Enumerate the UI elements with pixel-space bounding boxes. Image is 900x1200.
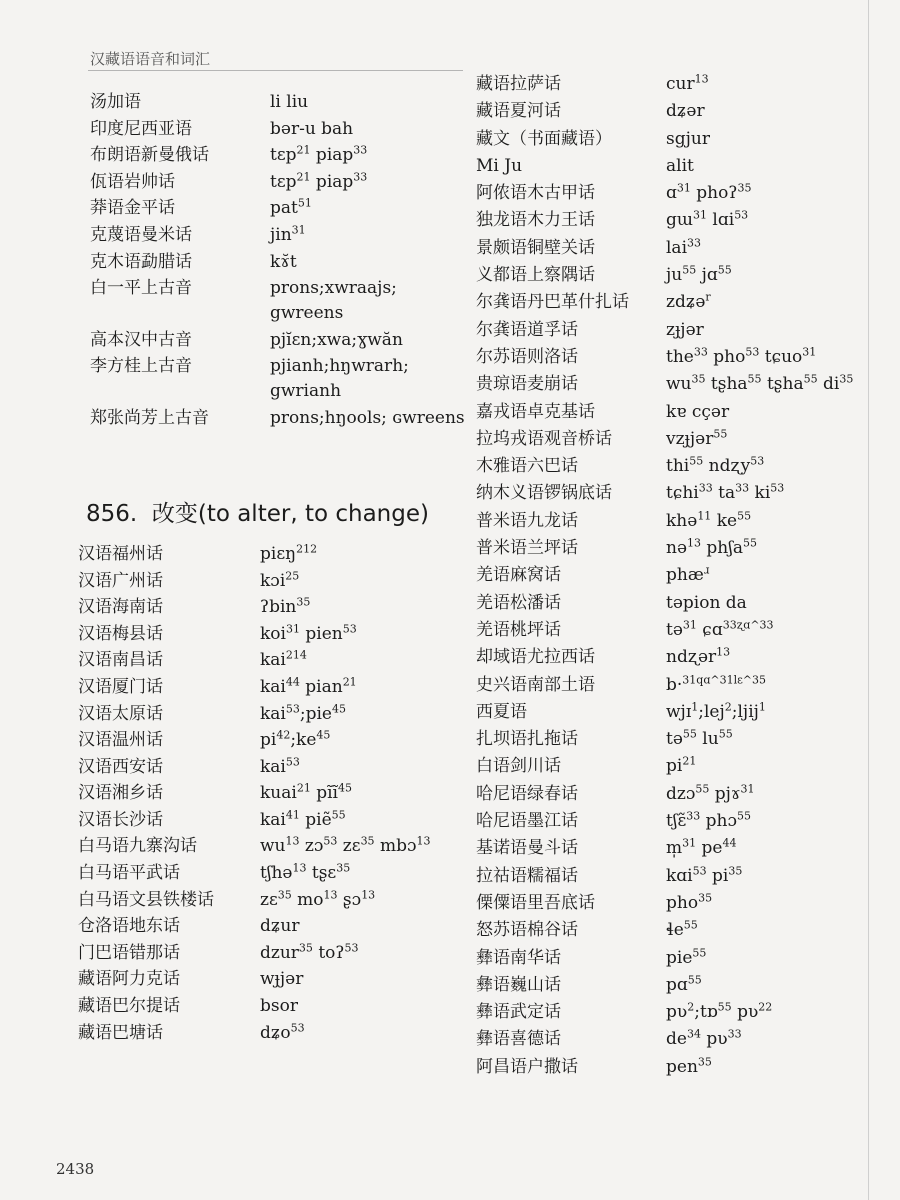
word-form: the$^{33}$ pho$^{53}$ tɕuo$^{31}$ [666, 345, 817, 367]
language-name: 藏语巴塘话 [78, 1022, 163, 1043]
word-form: tʃhə$^{13}$ tʂɛ$^{35}$ [260, 861, 351, 884]
entry-row [476, 72, 866, 97]
language-name: 白马语九寨沟话 [78, 836, 197, 857]
entry-row [476, 891, 866, 916]
word-form: dʑər [666, 101, 705, 122]
language-name: 哈尼语墨江话 [476, 811, 578, 832]
word-form: m̩$^{31}$ $pe^{44}$ [666, 836, 737, 859]
word-form: kuai$^{21}$ pĩĩ$^{45}$ [260, 781, 352, 804]
header-rule [88, 70, 463, 71]
entry-row [476, 782, 866, 807]
language-name: 尔龚语道孚话 [476, 319, 578, 340]
word-form: kai$^{214}$ [260, 648, 307, 671]
word-form: pʋ$^2$;tɒ$^{55}$ pʋ$^{22}$ [666, 1000, 773, 1023]
word-form: kai$^{41}$ piẽ$^{55}$ [260, 808, 346, 830]
language-name: 阿昌语户撒话 [476, 1056, 578, 1077]
language-name: 基诺语曼斗话 [476, 838, 578, 859]
word-form: khə$^{11}$ $ke^{55}$ [666, 509, 752, 531]
word-form: tə$^{55}$ $lu^{55}$ [666, 727, 733, 750]
word-form: kɑi$^{53}$ $pi^{35}$ [666, 863, 743, 886]
entry-row [476, 427, 866, 452]
word-form: li liu [270, 92, 309, 112]
language-name: 义都语上察隅话 [476, 265, 595, 286]
word-form: thi$^{55}$ ndʐy$^{53}$ [666, 454, 765, 477]
language-name: 藏语拉萨话 [476, 74, 561, 94]
language-name: 汉语海南话 [78, 597, 163, 618]
word-form: kai$^{53}$ [260, 755, 300, 777]
word-form: dzur$^{35}$ toʔ$^{53}$ [260, 941, 359, 963]
language-name: 藏语巴尔提话 [78, 996, 180, 1017]
word-form: kai$^{44}$ pian$^{21}$ [260, 675, 357, 697]
entry-row [476, 918, 866, 943]
language-name: 汉语长沙话 [78, 809, 163, 830]
language-name: 却域语尤拉西话 [476, 647, 595, 668]
language-name: 拉祜语糯福话 [476, 865, 578, 886]
entry-row [476, 400, 866, 425]
entry-row [72, 834, 467, 859]
word-form: cur$^{13}$ [666, 72, 709, 94]
word-form: dʑo$^{53}$ [260, 1020, 305, 1043]
language-name: 克蔑语曼米话 [90, 224, 192, 245]
word-form: sgjur [666, 128, 710, 149]
entry-row [72, 223, 467, 248]
language-name: 汉语福州话 [78, 543, 163, 564]
word-form: ʔbin$^{35}$ [260, 595, 311, 618]
entry-row [476, 809, 866, 834]
language-name: 印度尼西亚语 [90, 118, 192, 139]
entry-856-list-left [72, 542, 467, 1046]
entry-row [476, 181, 866, 206]
entry-row [72, 250, 467, 275]
language-name: 汉语西安话 [78, 756, 163, 777]
entry-row [72, 861, 467, 886]
entry-row [72, 143, 467, 168]
entry-row [476, 754, 866, 779]
word-form: jin$^{31}$ [270, 223, 306, 245]
word-form: ɑ$^{31}$ phoʔ$^{35}$ [666, 181, 752, 204]
word-form: tɛp$^{21}$ piap$^{33}$ [270, 143, 368, 166]
word-form: $pi^{42};ke^{45}$ [260, 728, 331, 751]
language-name: 高本汉中古音 [90, 329, 192, 350]
word-form: piɛŋ$^{212}$ [260, 542, 318, 564]
entry-row [476, 263, 866, 288]
language-name: 莽语金平话 [90, 198, 175, 219]
language-name: 傈僳语里吾底话 [476, 892, 595, 913]
entry-row [476, 99, 866, 124]
entry-row [476, 318, 866, 343]
entry-row [476, 1055, 866, 1080]
entry-row [476, 727, 866, 752]
entry-row [72, 941, 467, 966]
language-name: 彝语喜德话 [476, 1029, 561, 1050]
language-name: 布朗语新曼俄话 [90, 145, 209, 166]
word-form: prons;hŋools; ɢwreens [270, 407, 465, 428]
word-form: nə$^{13}$ phʃa$^{55}$ [666, 536, 758, 559]
language-name: 怒苏语棉谷话 [476, 920, 578, 941]
entry-row [476, 673, 866, 698]
language-name: 郑张尚芳上古音 [90, 407, 209, 428]
word-form: kai$^{53}$;pie$^{45}$ [260, 701, 346, 724]
word-form: pen$^{35}$ [666, 1055, 712, 1077]
word-form: $wu^{13}$ zɔ$^{53}$ zɛ$^{35}$ mbɔ$^{13}$ [260, 834, 431, 857]
entry-row [476, 973, 866, 998]
entry-row [476, 1027, 866, 1052]
word-form: bsor [260, 996, 298, 1017]
language-name: 阿侬语木古甲话 [476, 183, 595, 204]
word-form: koi$^{31}$ pien$^{53}$ [260, 622, 357, 644]
language-name: 尔龚语丹巴革什扎话 [476, 292, 629, 313]
entry-row [476, 127, 866, 152]
entry-row [476, 536, 866, 561]
language-name: 门巴语错那话 [78, 942, 180, 963]
entry-856-list-right [476, 72, 866, 1080]
entry-row [476, 864, 866, 889]
word-form: $wu^{35}$ tʂha$^{55}$ tʂha$^{55}$ $di^{35}$ [666, 372, 854, 395]
entry-row [72, 170, 467, 195]
word-form: $de^{34}$ pʋ$^{33}$ [666, 1027, 742, 1050]
word-form: tə$^{31}$ ɕɑ$^{33ʐɑ\^{}33}$ [666, 618, 774, 640]
language-name: 木雅语六巴话 [476, 456, 578, 477]
word-form: b·$^{31qɑ\^{}31lɛ\^{}35}$ [666, 672, 767, 695]
language-name: 拉坞戎语观音桥话 [476, 428, 612, 449]
word-form: kɐ cçər [666, 401, 730, 422]
language-name: 白语剑川话 [476, 756, 561, 777]
word-form: pat$^{51}$ [270, 196, 312, 219]
right-column [476, 72, 866, 1082]
entry-row [476, 836, 866, 861]
language-name: 汤加语 [90, 92, 141, 112]
entry-row [476, 345, 866, 370]
word-form: pie$^{55}$ [666, 945, 707, 968]
entry-row [72, 354, 467, 404]
word-form: alit [666, 155, 694, 176]
entry-row [72, 702, 467, 727]
language-name: 哈尼语绿春话 [476, 783, 578, 804]
word-form: prons;xwraajs; gwreens [270, 278, 397, 324]
entry-row [476, 591, 866, 616]
entry-row [476, 563, 866, 588]
language-name: 独龙语木力王话 [476, 210, 595, 231]
word-form: tʃɛ̃$^{33}$ phɔ$^{55}$ [666, 809, 752, 832]
word-form: zɟjər [666, 319, 704, 340]
language-name: 羌语松潘话 [476, 592, 561, 613]
entry-row [476, 208, 866, 233]
entry-row [72, 1021, 467, 1046]
language-name: 彝语巍山话 [476, 974, 561, 995]
word-form: dzɔ$^{55}$ pjɤ$^{31}$ [666, 782, 755, 804]
entry-row [72, 728, 467, 753]
entry-number: 856. [86, 500, 138, 527]
language-name: 扎坝语扎拖话 [476, 729, 578, 750]
left-column [72, 90, 467, 1047]
word-form: $ju^{55}$ jɑ$^{55}$ [666, 263, 732, 286]
word-form: təpion da [666, 592, 747, 613]
page-number: 2438 [56, 1160, 95, 1178]
entry-row [476, 700, 866, 725]
entry-row [72, 808, 467, 833]
word-form: dʑur [260, 916, 300, 937]
language-name: 藏文（书面藏语） [476, 128, 612, 149]
entry-row [72, 117, 467, 142]
entry-row [72, 569, 467, 594]
language-name: 白马语文县铁楼话 [78, 889, 214, 910]
entry-row [476, 290, 866, 315]
word-form: pɑ$^{55}$ [666, 973, 702, 995]
language-name: 景颇语铜壁关话 [476, 237, 595, 258]
language-name: 贵琼语麦崩话 [476, 374, 578, 395]
word-form: tɛp$^{21}$ piap$^{33}$ [270, 170, 368, 192]
word-form: tɕhi$^{33}$ $ta^{33}$ $ki^{53}$ [666, 481, 785, 504]
entry-row [476, 645, 866, 670]
language-name: 白一平上古音 [90, 278, 192, 299]
language-name: 汉语湘乡话 [78, 783, 163, 804]
entry-row [72, 595, 467, 620]
entry-row [72, 781, 467, 806]
language-name: 羌语麻窝话 [476, 565, 561, 586]
language-name: 羌语桃坪话 [476, 619, 561, 640]
entry-row [476, 946, 866, 971]
entry-row [476, 618, 866, 643]
language-name: 西夏语 [476, 701, 527, 722]
entry-row [72, 90, 467, 115]
running-header: 汉藏语语音和词汇 [90, 50, 211, 68]
entry-row [476, 236, 866, 261]
language-name: 白马语平武话 [78, 863, 180, 884]
word-form: wjɪ$^1$;lej$^2$;ljij$^1$ [666, 700, 766, 722]
word-form: pho$^{35}$ [666, 891, 713, 913]
word-form: kɤ̆t [270, 251, 297, 272]
entry-row [476, 454, 866, 479]
word-form: ndʐər$^{13}$ [666, 645, 731, 668]
language-name: 史兴语南部土语 [476, 674, 595, 695]
language-name: 汉语太原话 [78, 703, 163, 724]
entry-row [72, 967, 467, 992]
language-name: 纳木义语锣锅底话 [476, 483, 612, 504]
entry-row [72, 328, 467, 353]
language-name: 彝语武定话 [476, 1002, 561, 1023]
word-form: phæ$^ɹ$ [666, 563, 710, 586]
word-form: lai$^{33}$ [666, 236, 702, 258]
language-name: 克木语勐腊话 [90, 251, 192, 272]
language-name: Mi Ju [476, 155, 523, 176]
entry-row [72, 994, 467, 1019]
entry-row [476, 372, 866, 397]
page-edge-line [868, 0, 869, 1200]
language-name: 仓洛语地东话 [78, 916, 180, 937]
language-name: 尔苏语则洛话 [476, 346, 578, 367]
word-form: ɬe$^{55}$ [666, 918, 698, 941]
previous-entry-list [72, 90, 467, 431]
entry-row [72, 196, 467, 221]
language-name: 汉语梅县话 [78, 623, 163, 644]
entry-row [72, 542, 467, 567]
word-form: $pi^{21}$ [666, 754, 697, 777]
language-name: 藏语阿力克话 [78, 969, 180, 990]
word-form: zdʑə$^r$ [666, 290, 711, 313]
entry-row [72, 276, 467, 326]
language-name: 佤语岩帅话 [90, 171, 175, 192]
word-form: bər-u bah [270, 118, 354, 139]
language-name: 李方桂上古音 [90, 356, 192, 377]
word-form: gɯ$^{31}$ lɑi$^{53}$ [666, 208, 749, 231]
entry-row [72, 914, 467, 939]
entry-gloss: 改变(to alter, to change) [151, 500, 429, 527]
entry-row [72, 675, 467, 700]
language-name: 彝语南华话 [476, 947, 561, 968]
entry-row [476, 509, 866, 534]
entry-row [476, 154, 866, 179]
word-form: kɔi$^{25}$ [260, 568, 300, 591]
language-name: 嘉戎语卓克基话 [476, 401, 595, 422]
entry-row [72, 622, 467, 647]
language-name: 汉语南昌话 [78, 650, 163, 671]
entry-title [86, 495, 467, 528]
word-form: vzɟjər$^{55}$ [666, 427, 728, 449]
language-name: 藏语夏河话 [476, 101, 561, 122]
entry-row [72, 406, 467, 431]
language-name: 汉语广州话 [78, 570, 163, 591]
word-form: wɟjər [260, 969, 304, 990]
word-form: pjianh;hŋwrarh; gwrianh [270, 356, 409, 402]
language-name: 普米语兰坪话 [476, 538, 578, 559]
entry-row [476, 1000, 866, 1025]
word-form: pjĭɛn;xwa;ɣwăn [270, 329, 403, 350]
language-name: 普米语九龙话 [476, 510, 578, 531]
language-name: 汉语厦门话 [78, 676, 163, 697]
entry-row [72, 648, 467, 673]
entry-row [72, 888, 467, 913]
entry-row [476, 481, 866, 506]
entry-row [72, 755, 467, 780]
language-name: 汉语温州话 [78, 730, 163, 751]
word-form: zɛ$^{35}$ $mo^{13}$ ʂɔ$^{13}$ [260, 888, 376, 910]
